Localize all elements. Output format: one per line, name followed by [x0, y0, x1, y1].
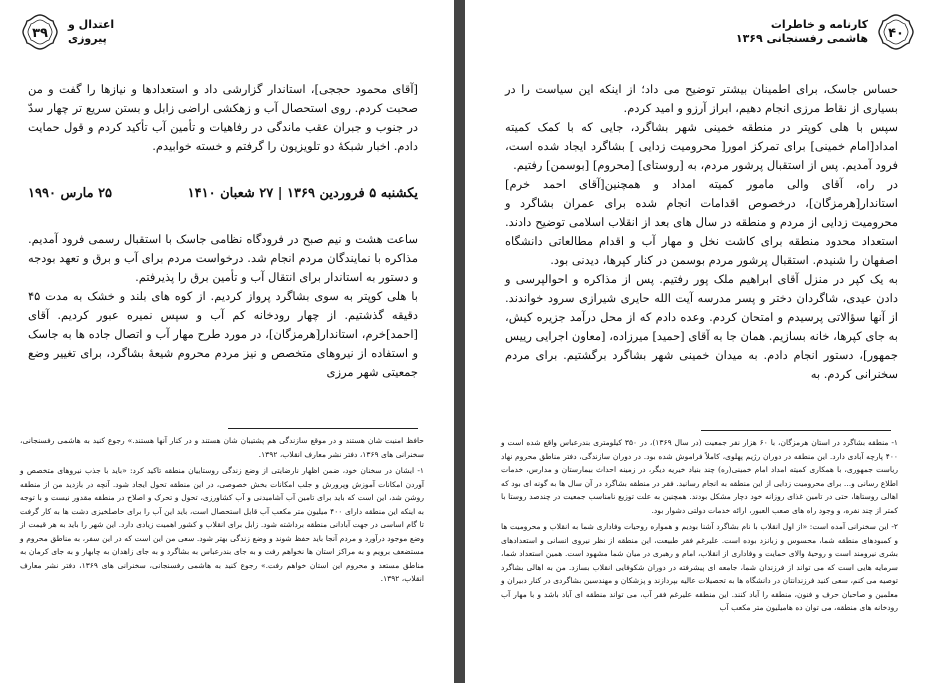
footnote: ۲- این سخنرانی آمده است: «از اول انقلاب با نام بشاگرد آشنا بودیم و همواره روحیات وفاداری شما به انقلاب و محرومیت ها و کمبودهای منطقه شما، محسوس و زبانزد بوده است. علیرغم فقر طبیعت، این منطقه از نظر نیروی انسانی و استعدادهای بشری نیرومند است و روحیهٔ والای حمایت و وفاداری از انقلاب، امام و رهبری در میان شما مشهود است. همین استعداد شما، سرمایه هایی است که می تواند از فرزندان شما، جامعه ای پیشرفته در دوران شکوفایی انقلاب بسازد. من به اهالی بشاگرد توصیه می کنم، سعی کنید فرزندانتان در دانشگاه ها به تحصیلات عالیه بپردازند و پزشکان و مهندسین بشاگردی در کنار دبیران و معلمین و صاحبان حرف و فنون، منطقه را آباد کنند. این منطقه علیرغم فقر آب، می تواند منطقه ای آباد باشد و با مهار آب رودخانه های منطقه، می توان ده هامیلیون متر مکعب آب — [501, 522, 898, 612]
paragraph: با هلی کوپتر به سوی بشاگرد پرواز کردیم. از کوه های بلند و خشک به مدت ۴۵ دقیقه گذشتیم. از چهار رودخانه کم آب و سپس نمیره عبور کردیم. آقای [احمد]خرم، استاندار[هرمزگان]، در مورد طرح مهار آب و اتصال جاده ها به جاسک و استفاده از نیروهای متخصص و نیز مردم محروم شیعهٔ بشاگرد، برای تغییر وضع جمعیتی شهر مرزی — [28, 289, 418, 379]
paragraph: به یک کپر در منزل آقای ابراهیم ملک پور رفتیم. پس از مذاکره و احوالپرسی و دادن عیدی، شاگردان دختر و پسر مدرسه آیت الله حایری شیرازی سرود خواندند. از آنها سؤالاتی پرسیدم و امتحان کردم. وعده دادم که از محل درآمد جزیره کیش، به جای کپرها، خانه بسازیم. همان جا به آقای [حمید] میرزاده، [معاون اجرایی رییس جمهور]، دستور انجام دادم. به میدان خمینی شهر بشاگرد برگشتیم. برای مردم سخنرانی کردم. به — [505, 272, 898, 381]
running-header-line: هاشمی رفسنجانی ۱۳۶۹ — [735, 32, 868, 45]
footnote: حافظ امنیت شان هستند و در موقع سازندگی هم پشتیبان شان هستند و در کنار آنها هستند.» رجوع کنید به هاشمی رفسنجانی، سخنرانی های ۱۳۶۹، دفتر نشر معارف انقلاب، ۱۳۹۲. — [20, 436, 424, 459]
footnote: ۱- ایشان در سخنان خود، ضمن اظهار نارضایتی از وضع زندگی روستاییان منطقه تاکید کرد: «باید با جذب نیروهای متخصص و آوردن امکانات آموزش وپرورش و جلب امکانات بخش خصوصی، در این منطقه تحول ایجاد شود. آنچه در بازدید من از منطقه روشن شد، این است که باید برای تامین آب آشامیدنی و آب کشاورزی، تحول و تحرک و اصلاح در منطقه مقدور نیست و با توجه به اینکه این منطقه دارای ۴۰۰ میلیون متر مکعب آب قابل استحصال است، باید این آب را برای حاصلخیزی دشت ها به کار گرفت تا گام اساسی در جهت آبادانی منطقه برداشته شود. زابل برای انقلاب و کشور اهمیت زیادی دارد. این شهر را باید به هر قیمت از وضع موجود درآورد و مردم آنجا باید حفظ شوند و وضع زندگی بهتر شود. سعی من این است که در این سفر، به مناطق محروم و مستضعف برویم و به مراکز استان ها نخواهم رفت و به جای بندرعباس به بشاگرد و به جای زاهدان به چابهار و به جای کرمان به مناطق مستعد و محروم این استان خواهم رفت.» رجوع کنید به هاشمی رفسنجانی، سخنرانی های ۱۳۶۹، دفتر نشر معارف انقلاب، ۱۳۹۲. — [20, 466, 424, 583]
left-body-main — [28, 230, 418, 382]
date-gregorian: ۲۵ مارس ۱۹۹۰ — [28, 186, 113, 201]
paragraph: ساعت هشت و نیم صبح در فرودگاه نظامی جاسک با استقبال رسمی فرود آمدیم. مذاکره با نمایندگان مردم انجام شد. درخواست مردم برای آب و برق و تعهد بودجه و دستور به استاندار برای انتقال آب و تأمین برق را پذیرفتم. — [28, 232, 418, 284]
left-page — [0, 0, 454, 683]
left-footnotes — [20, 434, 424, 589]
left-page-header — [20, 12, 434, 54]
left-body-top — [28, 80, 418, 156]
footnote-divider — [701, 430, 891, 431]
running-header-line: اعتدال و — [68, 18, 115, 31]
footnote: ۱- منطقه بشاگرد در استان هرمزگان، با ۶۰ هزار نفر جمعیت (در سال ۱۳۶۹)، در ۳۵۰ کیلومتری بندرعباس واقع شده است و ۴۰۰ پارچه آبادی دارد. این منطقه در دوران رژیم پهلوی، کاملاً فراموش شده بود. در دوران سازندگی، دفتر مناطق محروم نهاد ریاست جمهوری، با همکاری کمیته امداد امام خمینی(ره) چند بنیاد خیریه دیگر، در زمینه احداث بیمارستان و مدارس، خدمات اطلاع رسانی و... برای محرومیت زدایی از این منطقه به انجام رسانید. فقر در منطقه بشاگرد در آن سال ها به گونه ای بود که اهالی روستاها، حتی در تامین غذای روزانه خود دچار مشکل بودند. همچنین به علت توزیع نامناسب جمعیت در چندصد روستا با کمتر از چند نفره، و وجود راه های صعب العبور، ارائه خدمات دولتی دشوار بود. — [501, 438, 898, 515]
paragraph: [آقای محمود حججی]، استاندار گزارشی داد و استعدادها و نیازها را گفت و من صحبت کردم. روی استحصال آب و زهکشی اراضی زابل و بستن سریع تر چهار سدّ در جنوب و جبران عقب ماندگی در رفاهیات و تأمین آب تأکید کردم و قول حمایت دادم. اخبار شبکهٔ دو تلویزیون را گرفتم و خسته خوابیدم. — [28, 82, 418, 153]
running-header-line: کارنامه و خاطرات — [770, 18, 868, 31]
date-heading — [28, 186, 418, 201]
running-header-line: پیروزی — [68, 32, 107, 45]
running-header — [736, 18, 868, 46]
paragraph: در راه، آقای والی مامور کمیته امداد و همچنین[آقای احمد خرم] استاندار[هرمزگان]، درخصوص اقدامات انجام شده برای عمران بشاگرد و محرومیت زدایی از مردم و منطقه در سال های بعد از انقلاب اسلامی توضیح دادند. استعداد محدود منطقه برای کاشت نخل و مهار آب و اقدام مطالعاتی دانشگاه اصفهان را شنیدم. استقبال پرشور مردم بوسمن در کنار کپرها، دیدنی بود. — [505, 177, 898, 267]
right-page — [465, 0, 936, 683]
page-number: ۳۹ — [32, 26, 48, 41]
date-persian-hijri: یکشنبه ۵ فروردین ۱۳۶۹ | ۲۷ شعبان ۱۴۱۰ — [187, 186, 418, 201]
right-body — [505, 80, 898, 384]
footnote-divider — [228, 428, 418, 429]
paragraph: حساس جاسک، برای اطمینان بیشتر توضیح می داد؛ از اینکه این سیاست را در بسیاری از نقاط مرزی انجام دهیم، ابراز آرزو و امید کردم. — [505, 82, 898, 115]
page-number: ۴۰ — [888, 26, 904, 41]
right-footnotes — [501, 436, 898, 618]
right-page-header — [485, 12, 916, 54]
running-header — [68, 18, 114, 46]
paragraph: سپس با هلی کوپتر در منطقه خمینی شهر بشاگرد، جایی که با کمک کمیته امداد[امام خمینی] برای تمرکز امور[ محرومیت زدایی ] بشاگرد ایجاد شده است، فرود آمدیم. پس از استقبال پرشور مردم، به [روستای] [محروم] [بوسمن] رفتیم. — [505, 120, 898, 172]
